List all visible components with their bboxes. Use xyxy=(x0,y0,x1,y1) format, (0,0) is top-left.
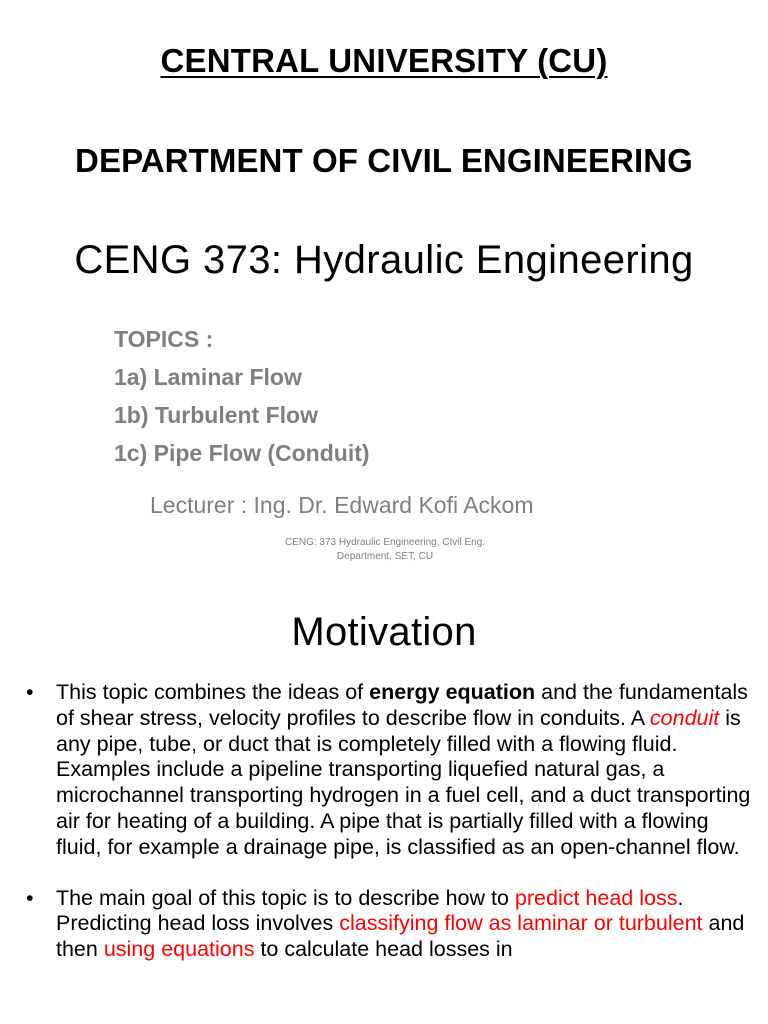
slide-footer xyxy=(260,536,510,564)
bullet-icon: • xyxy=(26,680,34,704)
topic-item: 1c) Pipe Flow (Conduit) xyxy=(114,440,370,466)
slide-title: Motivation xyxy=(291,610,477,654)
highlighted-term: predict head loss xyxy=(514,885,678,910)
bullet-text: is any pipe, tube, or duct that is completely filled with a flowing fluid. Examples include a pipeline transporting liquefied natural gas, a microchannel transporting hydrogen in a fuel cell, and a duct transporting air for heating of a building. A pipe that is partially filled with a flowing fluid, for example a drainage pipe, is classified as an open-channel flow. xyxy=(56,705,751,859)
highlighted-term: conduit xyxy=(649,705,720,730)
bullet-item xyxy=(0,886,768,963)
lecturer-name: Lecturer : Ing. Dr. Edward Kofi Ackom xyxy=(150,492,534,518)
topics-heading: TOPICS : xyxy=(114,326,214,352)
bullet-text: and the fundamentals of shear stress, velocity profiles to describe flow in conduits. A xyxy=(56,680,748,730)
topic-item: 1b) Turbulent Flow xyxy=(114,402,318,428)
topics-list xyxy=(114,320,370,472)
bullet-list xyxy=(0,680,768,963)
highlighted-term: classifying flow as laminar or turbulent xyxy=(339,911,703,936)
bullet-text: This topic combines the ideas of xyxy=(56,680,370,704)
bullet-text: The main goal of this topic is to describe how to xyxy=(56,885,515,910)
course-title: CENG 373: Hydraulic Engineering xyxy=(74,238,694,282)
department-title: DEPARTMENT OF CIVIL ENGINEERING xyxy=(75,142,693,179)
motivation-slide xyxy=(0,580,768,1024)
footer-line: Department, SET, CU xyxy=(336,551,434,562)
bullet-text: to calculate head losses in xyxy=(254,937,513,962)
topic-item: 1a) Laminar Flow xyxy=(114,364,302,390)
university-title: CENTRAL UNIVERSITY (CU) xyxy=(160,42,608,79)
highlighted-term: using equations xyxy=(103,937,255,962)
footer-line: CENG: 373 Hydraulic Engineering, CIvil Eng. xyxy=(284,537,486,548)
bold-term: energy equation xyxy=(369,680,536,704)
bullet-text: and then xyxy=(56,911,745,962)
bullet-item xyxy=(0,680,768,861)
bullet-icon: • xyxy=(26,885,34,910)
bullet-text: . Predicting head loss involves xyxy=(56,885,684,936)
